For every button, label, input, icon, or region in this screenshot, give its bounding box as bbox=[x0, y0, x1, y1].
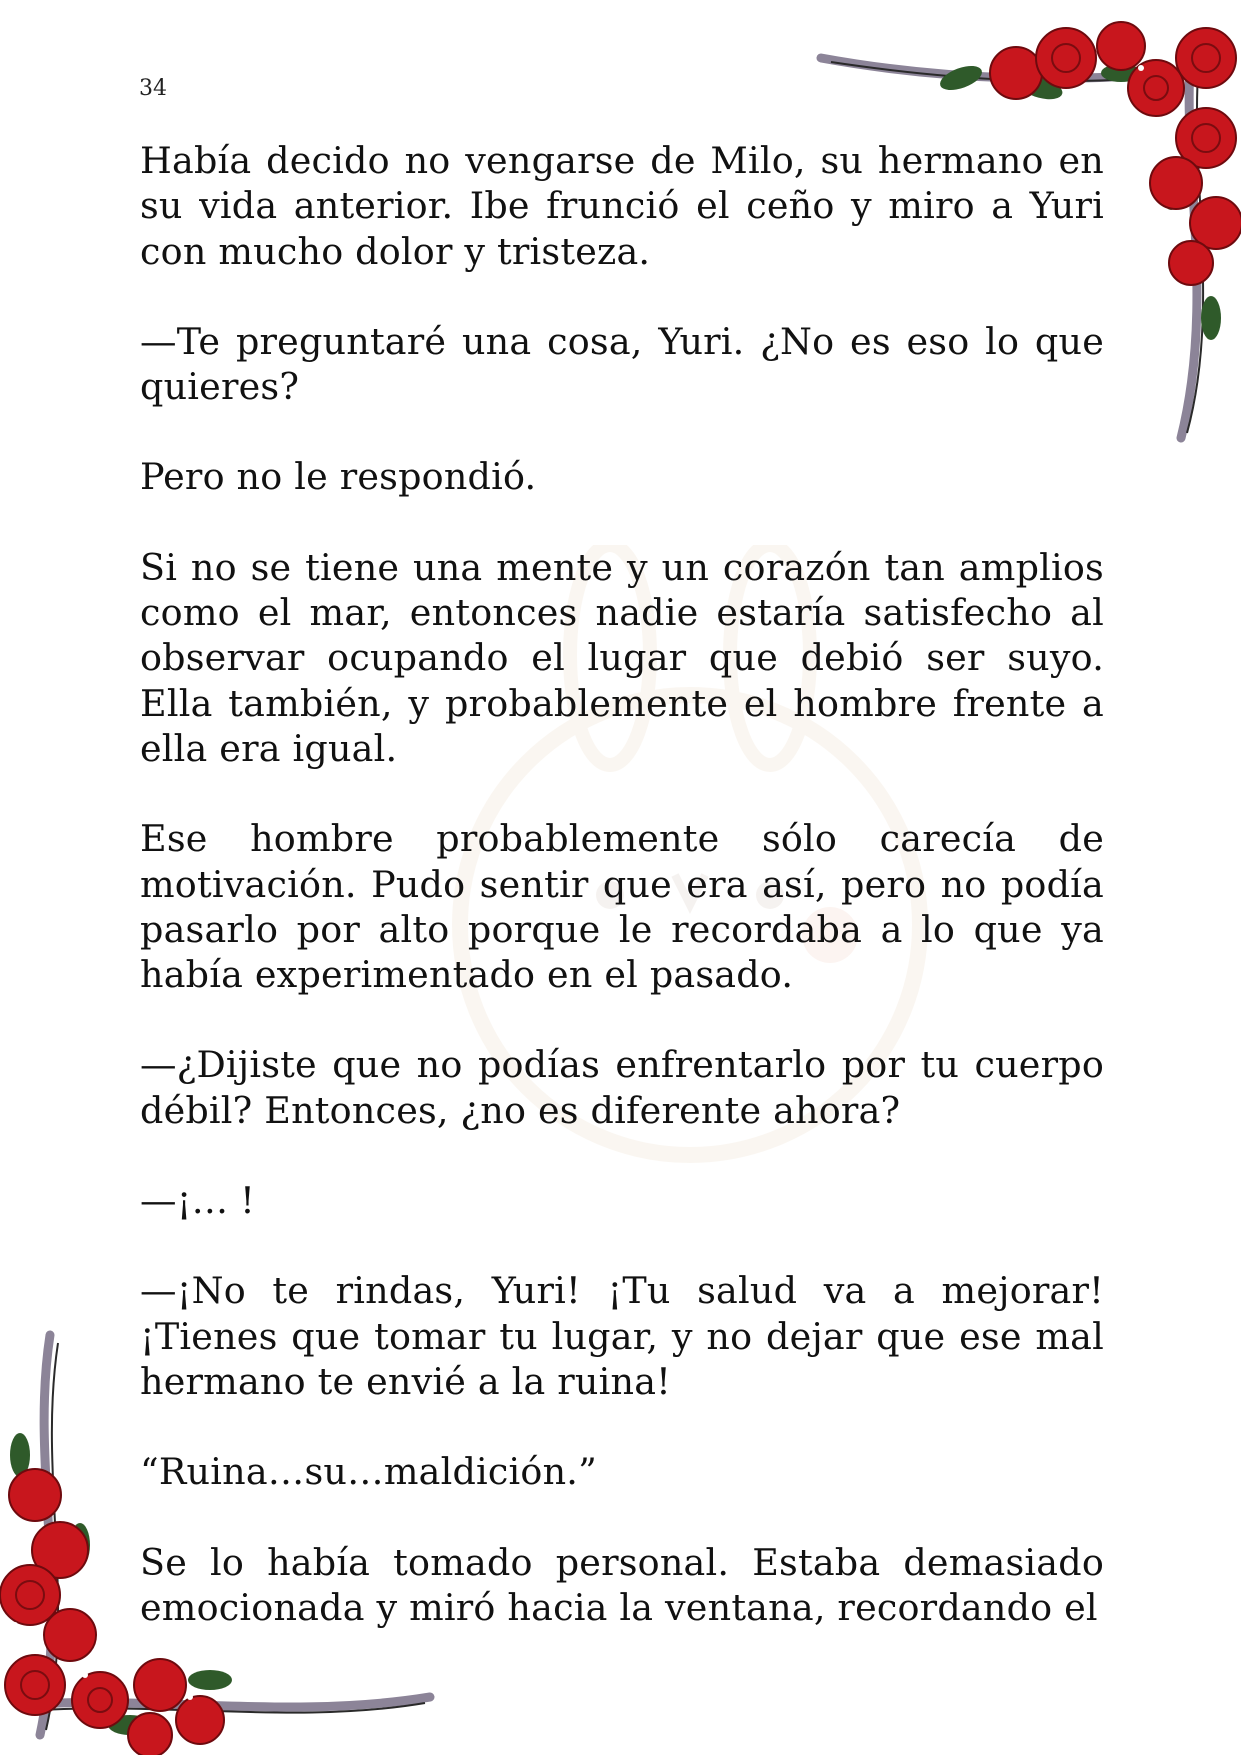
paragraph: Se lo había tomado personal. Estaba demasiado emocionada y miró hacia la ventana, recordando el bbox=[140, 1540, 1104, 1629]
paragraph: —¡No te rindas, Yuri! ¡Tu salud va a mejorar! ¡Tienes que tomar tu lugar, y no dejar que ese mal hermano te envié a la ruina! bbox=[140, 1269, 1104, 1403]
page-number: 34 bbox=[139, 76, 167, 101]
paragraph: Pero no le respondió. bbox=[140, 455, 537, 499]
body-text bbox=[140, 138, 1104, 1630]
paragraph: —¡… ! bbox=[140, 1179, 255, 1223]
paragraph: —Te preguntaré una cosa, Yuri. ¿No es eso lo que quieres? bbox=[140, 319, 1104, 409]
paragraph: —¿Dijiste que no podías enfrentarlo por tu cuerpo débil? Entonces, ¿no es diferente ahora? bbox=[140, 1043, 1104, 1132]
paragraph: Ese hombre probablemente sólo carecía de motivación. Pudo sentir que era así, pero no podía pasarlo por alto porque le recordaba a lo que ya había experimentado en el pasado. bbox=[140, 817, 1104, 997]
paragraph: “Ruina…su…maldición.” bbox=[140, 1450, 597, 1494]
paragraph: Había decido no vengarse de Milo, su hermano en su vida anterior. Ibe frunció el ceño y miro a Yuri con mucho dolor y tristeza. bbox=[140, 139, 1104, 273]
paragraph: Si no se tiene una mente y un corazón tan amplios como el mar, entonces nadie estaría satisfecho al observar ocupando el lugar que debió ser suyo. Ella también, y probablemente el hombre frente a ella era igual. bbox=[140, 545, 1104, 770]
